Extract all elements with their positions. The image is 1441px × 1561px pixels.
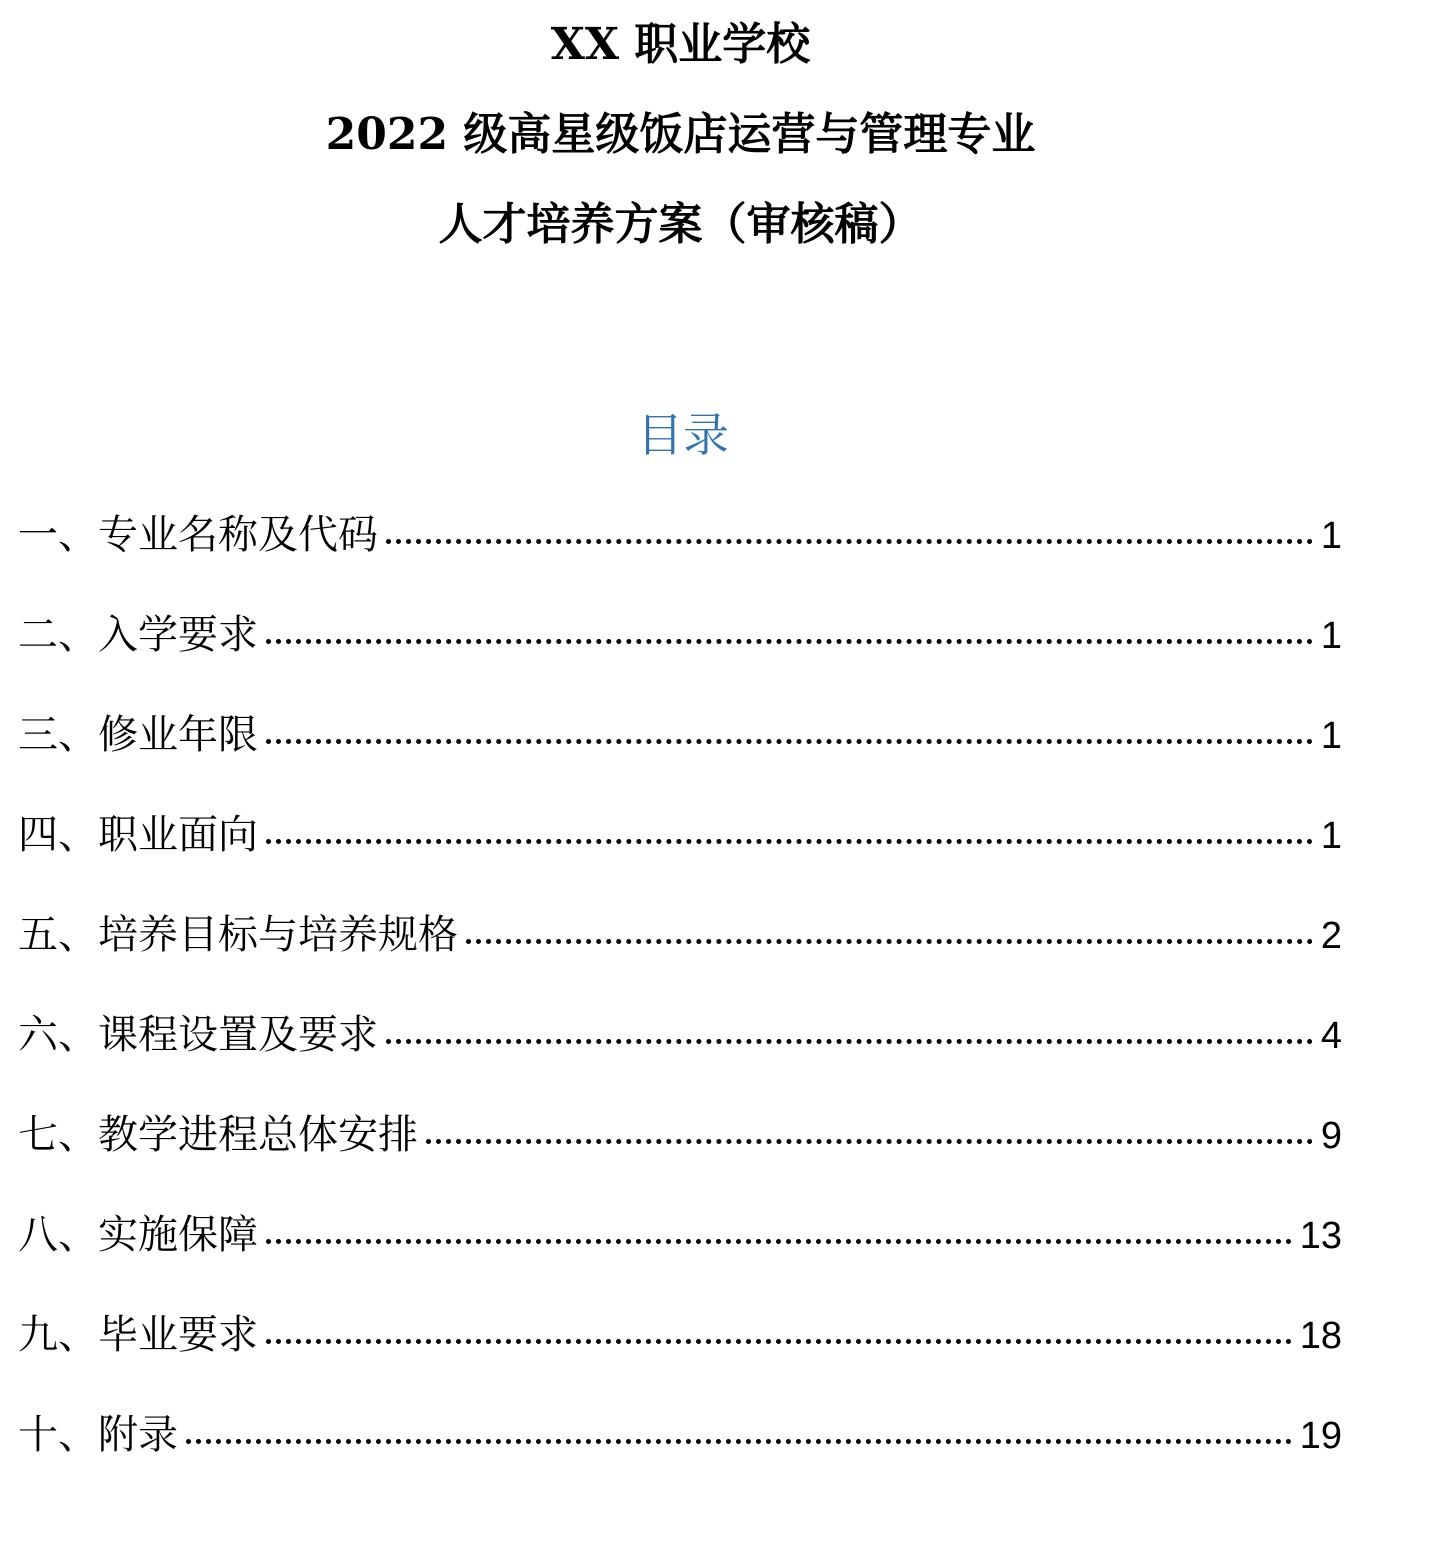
toc-item-9[interactable] — [18, 1305, 1342, 1405]
toc-item-page: 1 — [1320, 615, 1342, 657]
toc-item-label: 五、培养目标与培养规格 — [18, 912, 458, 958]
toc-item-6[interactable] — [18, 1005, 1342, 1105]
toc-item-label: 十、附录 — [18, 1412, 178, 1458]
toc-dot-leader — [266, 739, 1313, 744]
program-name: 2022 级高星级饭店运营与管理专业 — [325, 109, 1036, 160]
toc-item-2[interactable] — [18, 605, 1342, 705]
toc-item-page: 2 — [1320, 915, 1342, 957]
toc-item-label: 六、课程设置及要求 — [18, 1012, 378, 1058]
toc-dot-leader — [266, 639, 1313, 644]
toc-item-page: 4 — [1320, 1015, 1342, 1057]
toc-item-label: 二、入学要求 — [18, 612, 258, 658]
toc-dot-leader — [426, 1139, 1313, 1144]
toc-item-10[interactable] — [18, 1405, 1342, 1505]
school-name: XX 职业学校 — [550, 19, 811, 70]
toc-item-3[interactable] — [18, 705, 1342, 805]
toc-item-page: 13 — [1299, 1215, 1342, 1257]
toc-dot-leader — [266, 1239, 1292, 1244]
table-of-contents — [18, 505, 1342, 1505]
toc-item-label: 七、教学进程总体安排 — [18, 1112, 418, 1158]
toc-dot-leader — [186, 1439, 1292, 1444]
toc-item-label: 三、修业年限 — [18, 712, 258, 758]
toc-item-8[interactable] — [18, 1205, 1342, 1305]
toc-dot-leader — [266, 839, 1313, 844]
document-title — [0, 0, 1361, 270]
toc-item-1[interactable] — [18, 505, 1342, 605]
toc-item-page: 1 — [1320, 515, 1342, 557]
toc-item-page: 9 — [1320, 1115, 1342, 1157]
toc-dot-leader — [266, 1339, 1292, 1344]
toc-item-page: 1 — [1320, 815, 1342, 857]
toc-item-label: 一、专业名称及代码 — [18, 512, 378, 558]
toc-item-label: 八、实施保障 — [18, 1212, 258, 1258]
toc-item-page: 19 — [1299, 1415, 1342, 1457]
toc-item-7[interactable] — [18, 1105, 1342, 1205]
document-subtitle: 人才培养方案（审核稿） — [438, 199, 923, 250]
toc-dot-leader — [386, 1039, 1313, 1044]
toc-heading: 目录 — [637, 408, 729, 462]
toc-item-label: 四、职业面向 — [18, 812, 258, 858]
toc-item-page: 18 — [1299, 1315, 1342, 1357]
toc-item-label: 九、毕业要求 — [18, 1312, 258, 1358]
toc-item-4[interactable] — [18, 805, 1342, 905]
toc-dot-leader — [466, 939, 1313, 944]
toc-dot-leader — [386, 539, 1313, 544]
toc-item-page: 1 — [1320, 715, 1342, 757]
toc-item-5[interactable] — [18, 905, 1342, 1005]
